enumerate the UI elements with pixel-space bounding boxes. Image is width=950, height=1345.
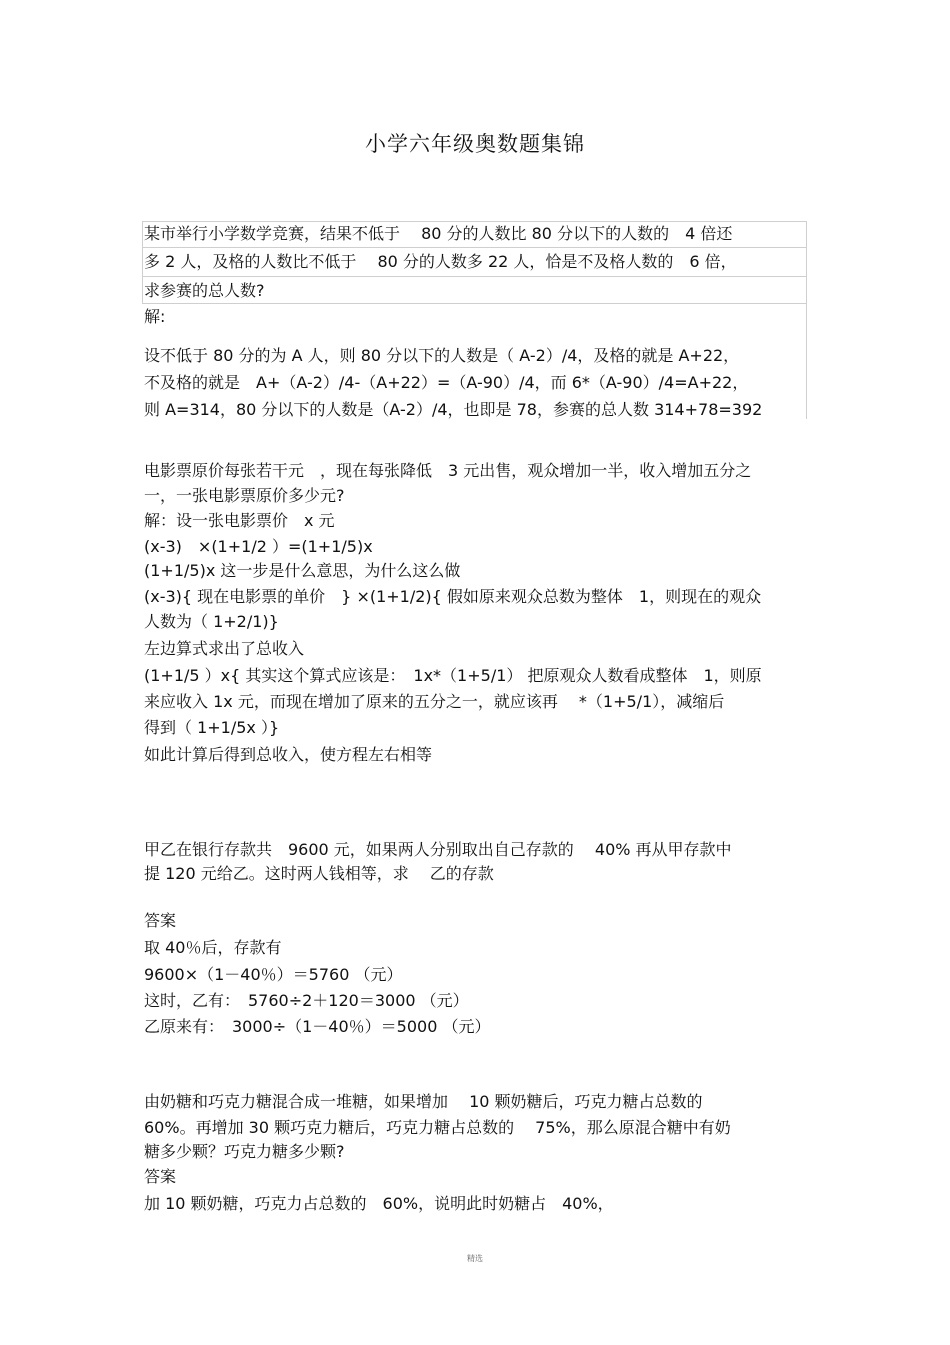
text-line: 提 120 元给乙。这时两人钱相等，求 乙的存款	[144, 864, 494, 883]
text-line: 求参赛的总人数?	[144, 281, 265, 300]
text-line: 乙原来有： 3000÷（1－40％）＝5000 （元）	[144, 1017, 491, 1036]
box-border-row3	[142, 303, 806, 304]
text-line: (x-3){ 现在电影票的单价 } ×(1+1/2){ 假如原来观众总数为整体 1，则现在的观众	[144, 587, 762, 606]
box-border-left	[142, 221, 143, 303]
text-line: (1+1/5)x 这一步是什么意思，为什么这么做	[144, 561, 461, 580]
text-line: 如此计算后得到总收入，使方程左右相等	[144, 745, 433, 764]
text-line: 某市举行小学数学竞赛，结果不低于 80 分的人数比 80 分以下的人数的 4 倍还	[144, 224, 733, 243]
box-border-row2	[142, 276, 806, 277]
text-line: 来应收入 1x 元，而现在增加了原来的五分之一，就应该再 *（1+5/1），减缩后	[144, 692, 725, 711]
text-line: 9600×（1－40％）＝5760 （元）	[144, 965, 403, 984]
text-line: 甲乙在银行存款共 9600 元，如果两人分别取出自己存款的 40% 再从甲存款中	[144, 840, 732, 859]
page-footer: 精选	[467, 1254, 483, 1263]
text-line: 这时，乙有： 5760÷2＋120＝3000 （元）	[144, 991, 469, 1010]
text-line: 取 40％后，存款有	[144, 938, 282, 957]
text-line: 人数为（ 1+2/1)}	[144, 612, 279, 631]
text-line: (1+1/5 ）x{ 其实这个算式应该是： 1x*（1+5/1） 把原观众人数看成整体 1，则原	[144, 666, 762, 685]
text-line: 一，一张电影票原价多少元?	[144, 486, 345, 505]
box-border-top	[142, 221, 806, 222]
text-line: 糖多少颗？巧克力糖多少颗?	[144, 1142, 345, 1161]
text-line: 设不低于 80 分的为 A 人，则 80 分以下的人数是（ A-2）/4，及格的就是 A+22，	[144, 346, 740, 365]
box-border-row1	[142, 247, 806, 248]
text-line: 多 2 人，及格的人数比不低于 80 分的人数多 22 人，恰是不及格人数的 6 倍，	[144, 252, 737, 271]
text-line: 解：设一张电影票价 x 元	[144, 511, 335, 530]
text-line: 答案	[144, 1167, 177, 1186]
text-line: 解:	[144, 307, 166, 326]
text-line: 左边算式求出了总收入	[144, 639, 305, 658]
box-border-right	[806, 221, 807, 419]
text-line: 由奶糖和巧克力糖混合成一堆糖，如果增加 10 颗奶糖后，巧克力糖占总数的	[144, 1092, 703, 1111]
text-line: 60%。再增加 30 颗巧克力糖后，巧克力糖占总数的 75%，那么原混合糖中有奶	[144, 1118, 731, 1137]
text-line: 加 10 颗奶糖，巧克力占总数的 60%，说明此时奶糖占 40%，	[144, 1194, 614, 1213]
text-line: 答案	[144, 911, 177, 930]
text-line: 不及格的就是 A+（A-2）/4-（A+22）=（A-90）/4，而 6*（A-90）/4=A+22，	[144, 373, 749, 392]
text-line: 则 A=314，80 分以下的人数是（A-2）/4，也即是 78，参赛的总人数 314+78=392	[144, 400, 763, 419]
text-line: 得到（ 1+1/5x ）}	[144, 718, 280, 737]
text-line: (x-3) ×(1+1/2 ）=(1+1/5)x	[144, 537, 373, 556]
page-title: 小学六年级奥数题集锦	[365, 132, 585, 156]
text-line: 电影票原价每张若干元 ，现在每张降低 3 元出售，观众增加一半，收入增加五分之	[144, 461, 752, 480]
